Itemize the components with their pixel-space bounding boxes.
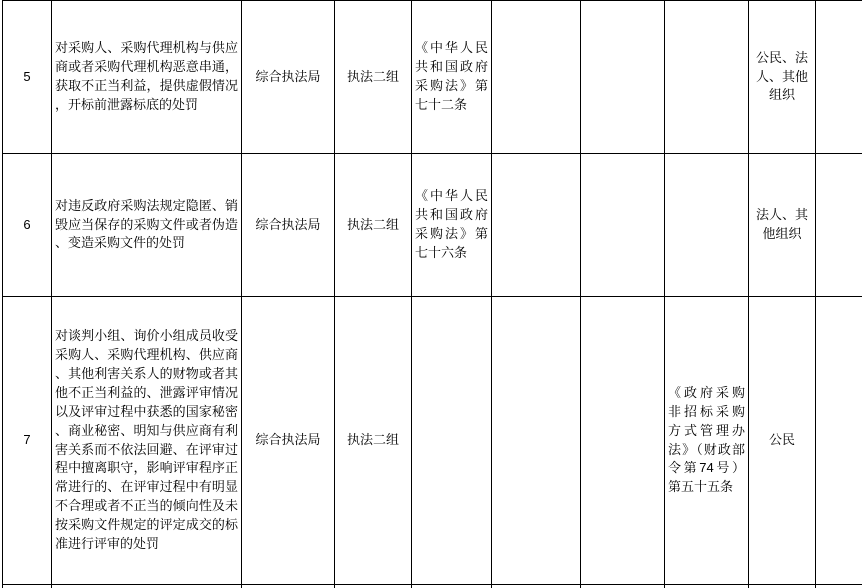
- table-row: [3, 297, 862, 585]
- punishment-items-table: [2, 0, 862, 588]
- cell-legal-basis-regulation: 《政府采购非招标采购方式管理办法》（财政部令第74号） 第五十五条: [665, 297, 749, 585]
- cell-targets: 公民、法人、其他组织: [749, 1, 816, 154]
- empty-cell: [412, 585, 492, 588]
- cell-department: 综合执法局: [242, 154, 335, 297]
- empty-cell: [581, 1, 665, 154]
- cell-targets: 公民: [749, 297, 816, 585]
- cell-seq: 7: [3, 297, 52, 585]
- cell-team: 执法二组: [335, 1, 412, 154]
- empty-cell: [581, 585, 665, 588]
- cell-targets: 法人、其他组织: [749, 154, 816, 297]
- cell-legal-basis-law: 《中华人民共和国政府采购法》第七十二条: [412, 1, 492, 154]
- empty-cell: [816, 1, 862, 154]
- empty-cell: [816, 154, 862, 297]
- cell-department: 综合执法局: [242, 297, 335, 585]
- cell-matter: 对谈判小组、询价小组成员收受采购人、采购代理机构、供应商、其他利害关系人的财物或者其他不正当利益的、泄露评审情况以及评审过程中获悉的国家秘密、商业秘密、明知与供应商有利害关系而不依法回避、在评审过程中擅离职守，影响评审程序正常进行的、在评审过程中有明显不合理或者不正当的倾向性及未按采购文件规定的评定成交的标准进行评审的处罚: [52, 297, 242, 585]
- empty-cell: [492, 1, 581, 154]
- cell-legal-basis-law: [412, 297, 492, 585]
- empty-cell: [816, 297, 862, 585]
- cell-legal-basis-regulation: [665, 154, 749, 297]
- table-row: [3, 154, 862, 297]
- empty-cell: [492, 154, 581, 297]
- cell-team: 执法二组: [335, 154, 412, 297]
- empty-cell: [492, 585, 581, 588]
- empty-cell: [581, 154, 665, 297]
- empty-cell: [749, 585, 816, 588]
- cell-matter: 对违反政府采购法规定隐匿、销毁应当保存的采购文件或者伪造、变造采购文件的处罚: [52, 154, 242, 297]
- empty-cell: [52, 585, 242, 588]
- cell-department: 综合执法局: [242, 1, 335, 154]
- cell-legal-basis-law: 《中华人民共和国政府采购法》第七十六条: [412, 154, 492, 297]
- cell-seq: 6: [3, 154, 52, 297]
- cell-legal-basis-regulation: [665, 1, 749, 154]
- empty-cell: [816, 585, 862, 588]
- empty-cell: [581, 297, 665, 585]
- empty-cell: [3, 585, 52, 588]
- table-row: [3, 1, 862, 154]
- empty-cell: [665, 585, 749, 588]
- empty-cell: [492, 297, 581, 585]
- cell-matter: 对采购人、采购代理机构与供应商或者采购代理机构恶意串通，获取不正当利益，提供虚假情况，开标前泄露标底的处罚: [52, 1, 242, 154]
- cell-seq: 5: [3, 1, 52, 154]
- cell-team: 执法二组: [335, 297, 412, 585]
- empty-cell: [242, 585, 335, 588]
- empty-cell: [335, 585, 412, 588]
- table-row-partial: [3, 585, 862, 588]
